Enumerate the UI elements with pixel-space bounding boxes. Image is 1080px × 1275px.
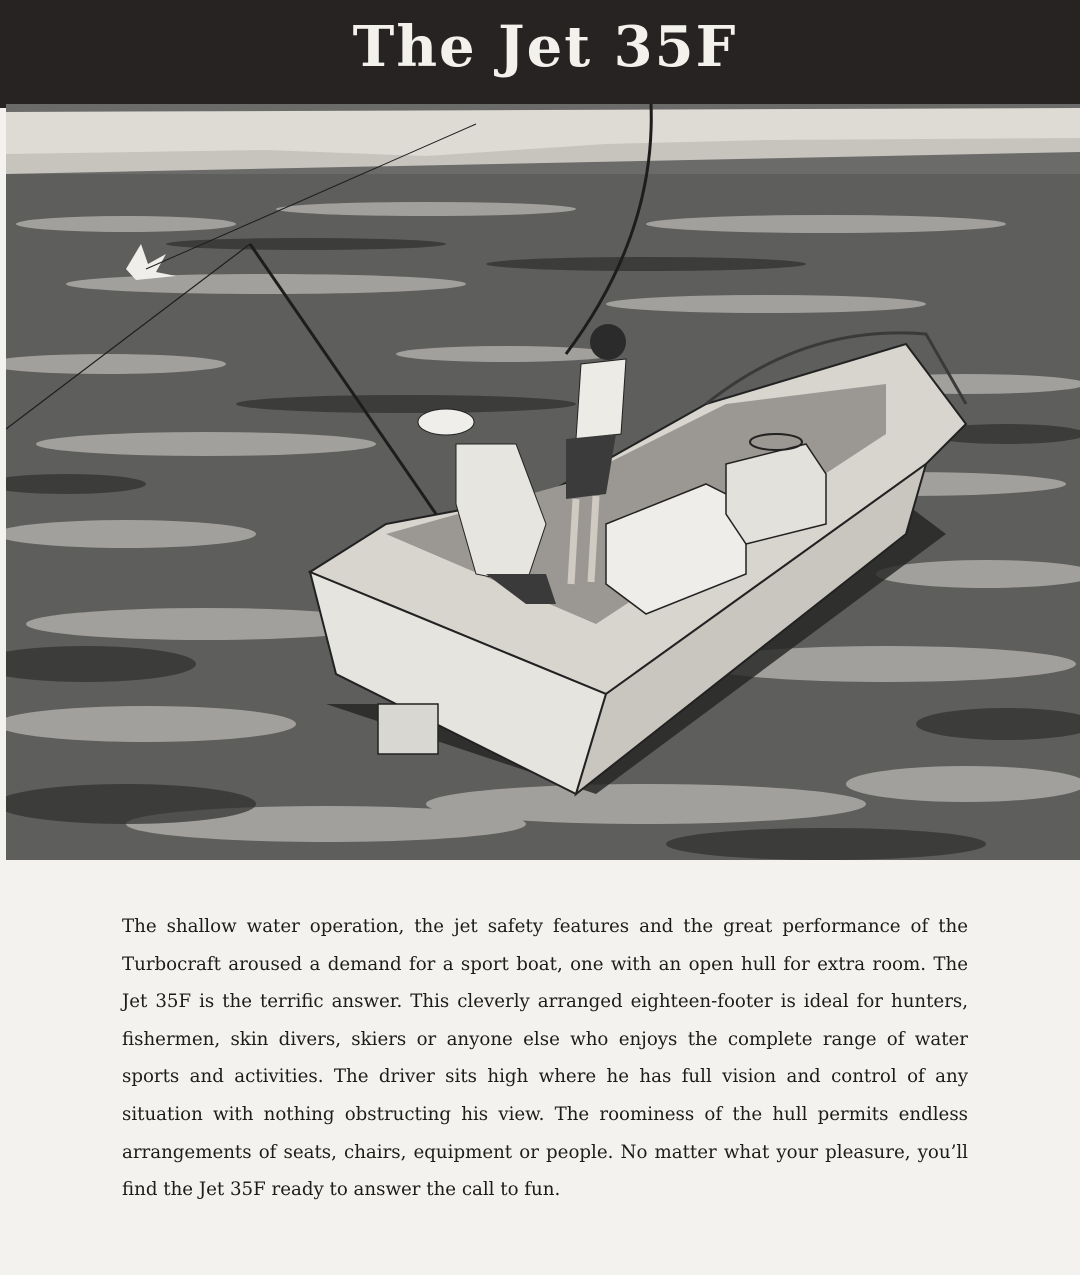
boat-illustration [6,104,1080,860]
body-copy: The shallow water operation, the jet safety features and the great performance of the Turbocraft aroused a demand for a sport boat, one with an open hull for extra room. The Jet 35F is the terrific answer. This cleverly arranged eighteen-footer is ideal for hunters, fishermen, skin divers, skiers or anyone else who enjoys the complete range of water sports and activities. The driver sits high where he has full vision and control of any situation with nothing obstructing his view. The roominess of the hull permits endless arrangements of seats, chairs, equipment or people. No matter what your pleasure, you’ll find the Jet 35F ready to answer the call to fun. [122,916,968,1201]
page-title: The Jet 35F [352,14,738,80]
title-band [0,0,1080,108]
